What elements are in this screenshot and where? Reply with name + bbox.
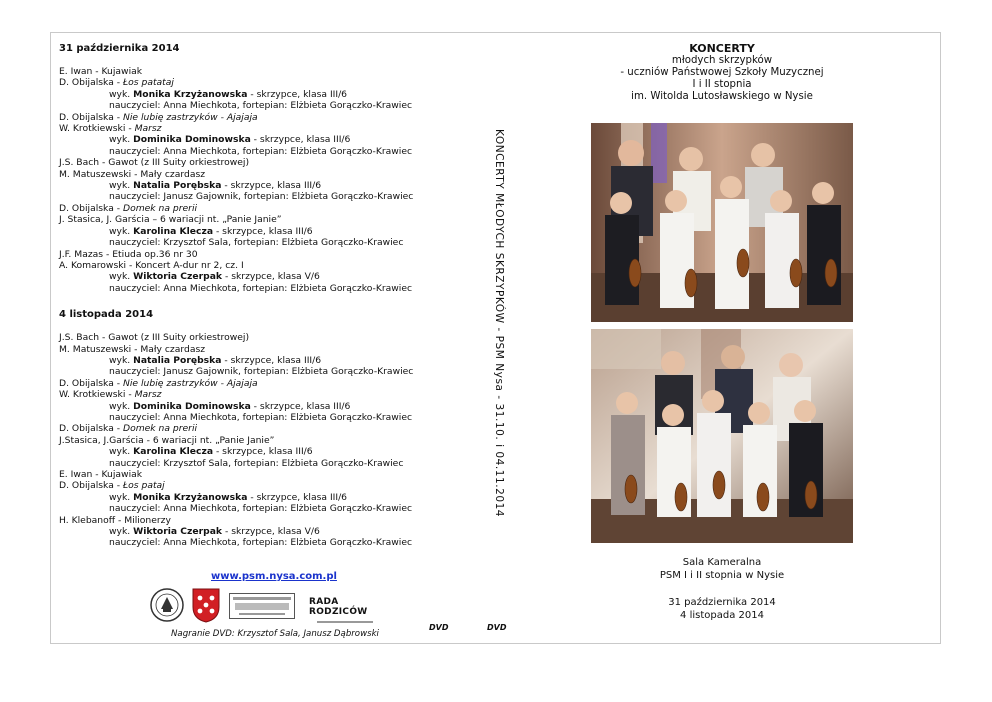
- piece-title: Łos patataj: [123, 77, 174, 89]
- piece-title: Nie lubię zastrzyków - Ajajaja: [123, 377, 258, 389]
- program-line: [59, 435, 479, 446]
- program-line: [59, 214, 479, 225]
- program-line: [59, 412, 479, 423]
- program-text: D. Obijalska -: [59, 77, 123, 89]
- website-link[interactable]: www.psm.nysa.com.pl: [211, 571, 337, 582]
- program-text: - skrzypce, klasa V/6: [222, 271, 320, 283]
- program-text: J.Stasica, J.Garścia - 6 wariacji nt. „Panie Janie”: [59, 434, 275, 446]
- performer-name: Monika Krzyżanowska: [133, 88, 248, 100]
- dvd-logo-spine: DVD: [487, 623, 507, 632]
- concert-2-section: [59, 309, 479, 549]
- concert-2-program: [59, 332, 479, 549]
- program-line: [59, 226, 479, 237]
- recording-credit: Nagranie DVD: Krzysztof Sala, Janusz Dąbrowski: [171, 629, 379, 639]
- program-line: [59, 249, 479, 260]
- program-line: [59, 157, 479, 168]
- program-text: nauczyciel: Anna Miechkota, fortepian: Elżbieta Gorączko-Krawiec: [109, 411, 413, 423]
- performer-name: Natalia Porębska: [133, 180, 222, 192]
- pro-schola-musica-logo: [229, 593, 295, 619]
- program-text: D. Obijalska -: [59, 111, 123, 123]
- program-text: nauczyciel: Janusz Gajownik, fortepian: Elżbieta Gorączko-Krawiec: [109, 366, 414, 378]
- program-line: [59, 332, 479, 343]
- program-text: wyk.: [109, 526, 134, 538]
- performer-name: Natalia Porębska: [133, 354, 222, 366]
- program-text: nauczyciel: Anna Miechkota, fortepian: Elżbieta Gorączko-Krawiec: [109, 503, 413, 515]
- program-line: [59, 283, 479, 294]
- piece-title: Domek na prerii: [123, 423, 198, 435]
- program-text: wyk.: [109, 180, 134, 192]
- program-line: [59, 492, 479, 503]
- program-text: J.S. Bach - Gawot (z III Suity orkiestrowej): [59, 332, 250, 344]
- program-text: M. Matuszewski - Mały czardasz: [59, 168, 206, 180]
- program-text: nauczyciel: Anna Miechkota, fortepian: Elżbieta Gorączko-Krawiec: [109, 282, 413, 294]
- piece-title: Marsz: [134, 389, 162, 401]
- program-line: [59, 169, 479, 180]
- program-line: [59, 423, 479, 434]
- program-text: nauczyciel: Krzysztof Sala, fortepian: Elżbieta Gorączko-Krawiec: [109, 237, 404, 249]
- program-line: [59, 89, 479, 100]
- program-line: [59, 112, 479, 123]
- program-line: [59, 344, 479, 355]
- program-line: [59, 260, 479, 271]
- concert-1-section: [59, 43, 479, 294]
- school-crest-logo: [149, 587, 185, 623]
- performer-name: Karolina Klecza: [133, 225, 214, 237]
- program-text: - skrzypce, klasa III/6: [221, 180, 322, 192]
- program-line: [59, 537, 479, 548]
- spine: [479, 33, 513, 643]
- program-line: [59, 134, 479, 145]
- program-text: E. Iwan - Kujawiak: [59, 66, 143, 77]
- venue-line-2: PSM I i II stopnia w Nysie: [659, 569, 785, 581]
- piece-title: Nie lubię zastrzyków - Ajajaja: [123, 111, 258, 123]
- program-text: wyk.: [109, 446, 134, 458]
- program-text: D. Obijalska -: [59, 480, 123, 492]
- program-text: H. Klebanoff - Milionerzy: [59, 514, 171, 526]
- program-text: E. Iwan - Kujawiak: [59, 469, 143, 480]
- program-text: wyk.: [109, 271, 134, 283]
- program-text: nauczyciel: Anna Miechkota, fortepian: Elżbieta Gorączko-Krawiec: [109, 145, 413, 157]
- program-line: [59, 401, 479, 412]
- program-text: nauczyciel: Anna Miechkota, fortepian: Elżbieta Gorączko-Krawiec: [109, 537, 413, 549]
- program-line: [59, 271, 479, 282]
- program-text: D. Obijalska -: [59, 423, 123, 435]
- program-text: nauczyciel: Janusz Gajownik, fortepian: Elżbieta Gorączko-Krawiec: [109, 191, 414, 203]
- program-line: [59, 77, 479, 88]
- program-text: - skrzypce, klasa III/6: [213, 225, 313, 237]
- concert-1-program: [59, 66, 479, 294]
- program-line: [59, 446, 479, 457]
- venue: [591, 557, 853, 582]
- program-text: wyk.: [109, 354, 134, 366]
- front-subtitle-2: - uczniów Państwowej Szkoły Muzycznej: [620, 67, 824, 78]
- spine-title: KONCERTY MŁODYCH SKRZYPKÓW - PSM Nysa - 31.10. i 04.11.2014: [493, 129, 505, 518]
- back-cover: [59, 43, 479, 549]
- program-text: D. Obijalska -: [59, 377, 123, 389]
- program-text: - skrzypce, klasa III/6: [221, 354, 322, 366]
- concert-2-date: 4 listopada 2014: [59, 309, 154, 321]
- dvd-cover: [50, 32, 941, 644]
- front-subtitle-4: im. Witolda Lutosławskiego w Nysie: [631, 91, 813, 102]
- program-text: J. Stasica, J. Garścia – 6 wariacji nt. „Panie Janie”: [59, 214, 282, 226]
- program-text: wyk.: [109, 491, 134, 503]
- concert-1-date: 31 października 2014: [59, 43, 180, 54]
- program-text: - skrzypce, klasa III/6: [250, 134, 351, 146]
- program-text: M. Matuszewski - Mały czardasz: [59, 343, 206, 355]
- nysa-coat-of-arms-logo: [191, 587, 221, 623]
- program-line: [59, 480, 479, 491]
- performer-name: Karolina Klecza: [133, 446, 214, 458]
- front-cover: [591, 43, 853, 103]
- program-line: [59, 389, 479, 400]
- program-line: [59, 378, 479, 389]
- program-line: [59, 100, 479, 111]
- piece-title: Łos pataj: [123, 480, 165, 492]
- program-text: - skrzypce, klasa V/6: [222, 526, 320, 538]
- rada-rodzicow-logo: RADA RODZICÓW: [309, 597, 389, 623]
- program-text: wyk.: [109, 88, 134, 100]
- group-photo-1: [591, 123, 853, 322]
- program-text: W. Krotkiewski -: [59, 123, 135, 135]
- performer-name: Dominika Dominowska: [133, 400, 251, 412]
- venue-line-1: Sala Kameralna: [682, 557, 762, 568]
- program-text: - skrzypce, klasa III/6: [213, 446, 313, 458]
- program-text: A. Komarowski - Koncert A-dur nr 2, cz. I: [59, 259, 244, 271]
- program-line: [59, 191, 479, 202]
- front-subtitle-1: młodych skrzypków: [671, 55, 773, 66]
- front-date-2: 4 listopada 2014: [680, 609, 764, 621]
- program-line: [59, 355, 479, 366]
- piece-title: Marsz: [134, 123, 162, 135]
- program-text: J.S. Bach - Gawot (z III Suity orkiestrowej): [59, 157, 250, 169]
- front-dates: [591, 597, 853, 622]
- program-line: [59, 458, 479, 469]
- program-text: W. Krotkiewski -: [59, 389, 135, 401]
- program-line: [59, 123, 479, 134]
- program-line: [59, 180, 479, 191]
- program-line: [59, 66, 479, 77]
- program-text: - skrzypce, klasa III/6: [250, 400, 351, 412]
- performer-name: Monika Krzyżanowska: [133, 491, 248, 503]
- program-line: [59, 515, 479, 526]
- program-text: nauczyciel: Krzysztof Sala, fortepian: Elżbieta Gorączko-Krawiec: [109, 457, 404, 469]
- program-line: [59, 146, 479, 157]
- group-photo-2: [591, 329, 853, 543]
- program-text: - skrzypce, klasa III/6: [247, 88, 348, 100]
- front-date-1: 31 października 2014: [668, 597, 776, 608]
- program-text: wyk.: [109, 225, 134, 237]
- front-title: KONCERTY: [689, 42, 755, 55]
- program-text: nauczyciel: Anna Miechkota, fortepian: Elżbieta Gorączko-Krawiec: [109, 100, 413, 112]
- program-line: [59, 503, 479, 514]
- dvd-logo: DVD: [429, 623, 449, 632]
- program-text: D. Obijalska -: [59, 202, 123, 214]
- performer-name: Wiktoria Czerpak: [133, 526, 223, 538]
- program-line: [59, 203, 479, 214]
- performer-name: Wiktoria Czerpak: [133, 271, 223, 283]
- performer-name: Dominika Dominowska: [133, 134, 251, 146]
- program-text: wyk.: [109, 400, 134, 412]
- piece-title: Domek na prerii: [123, 202, 198, 214]
- program-line: [59, 469, 479, 480]
- program-line: [59, 366, 479, 377]
- program-line: [59, 526, 479, 537]
- program-text: J.F. Mazas - Etiuda op.36 nr 30: [59, 248, 198, 260]
- program-text: wyk.: [109, 134, 134, 146]
- program-text: - skrzypce, klasa III/6: [247, 491, 348, 503]
- front-subtitle-3: I i II stopnia: [692, 79, 752, 90]
- program-line: [59, 237, 479, 248]
